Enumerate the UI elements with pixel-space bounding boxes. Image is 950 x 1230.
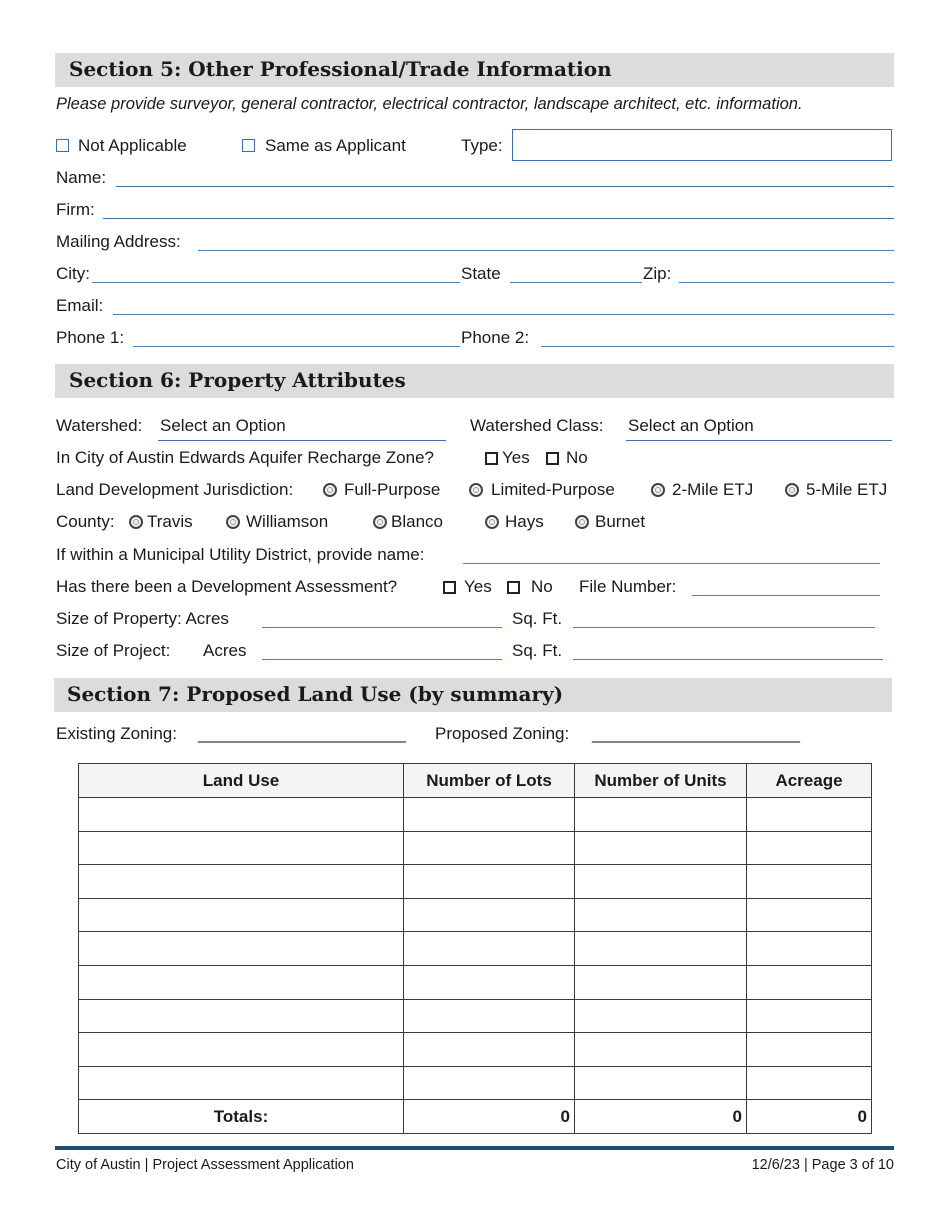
land-use-cell[interactable] bbox=[79, 932, 404, 966]
table-row bbox=[79, 932, 872, 966]
assessment-yes-label: Yes bbox=[464, 577, 492, 596]
watershed-class-label: Watershed Class: bbox=[470, 416, 604, 435]
zip-label: Zip: bbox=[643, 264, 672, 283]
lots-cell[interactable] bbox=[404, 898, 575, 932]
watershed-select-value: Select an Option bbox=[160, 416, 286, 435]
county-burnet-radio[interactable] bbox=[575, 515, 589, 529]
section-5-instruction: Please provide surveyor, general contractor, electrical contractor, landscape architect, etc. information. bbox=[56, 95, 803, 113]
section-7-header bbox=[54, 678, 892, 712]
table-row bbox=[79, 865, 872, 899]
acreage-cell[interactable] bbox=[747, 831, 872, 865]
phone-2-label: Phone 2: bbox=[461, 328, 530, 347]
email-label: Email: bbox=[56, 296, 104, 315]
jurisdiction-5-mile-etj-label: 5-Mile ETJ bbox=[806, 480, 888, 499]
land-use-cell[interactable] bbox=[79, 865, 404, 899]
units-cell[interactable] bbox=[575, 1066, 747, 1100]
aquifer-yes-label: Yes bbox=[502, 448, 530, 467]
table-row bbox=[79, 965, 872, 999]
total-acreage: 0 bbox=[747, 1100, 872, 1134]
units-cell[interactable] bbox=[575, 999, 747, 1033]
mud-label: If within a Municipal Utility District, provide name: bbox=[56, 545, 425, 564]
footer-rule bbox=[55, 1146, 894, 1150]
name-field[interactable] bbox=[116, 186, 894, 187]
firm-field[interactable] bbox=[103, 218, 894, 219]
land-use-header: Land Use bbox=[79, 764, 404, 798]
project-sqft-field[interactable] bbox=[573, 659, 883, 660]
section-5-title: Section 5: Other Professional/Trade Information bbox=[69, 57, 612, 81]
lots-cell[interactable] bbox=[404, 1033, 575, 1067]
table-row bbox=[79, 898, 872, 932]
watershed-select[interactable] bbox=[158, 413, 446, 441]
not-applicable-label: Not Applicable bbox=[78, 136, 187, 155]
county-blanco-radio[interactable] bbox=[373, 515, 387, 529]
email-field[interactable] bbox=[113, 314, 894, 315]
jurisdiction-limited-purpose-label: Limited-Purpose bbox=[491, 480, 615, 499]
city-label: City: bbox=[56, 264, 90, 283]
assessment-no-label: No bbox=[531, 577, 553, 596]
acreage-cell[interactable] bbox=[747, 1033, 872, 1067]
not-applicable-checkbox[interactable] bbox=[56, 139, 69, 152]
land-use-cell[interactable] bbox=[79, 831, 404, 865]
property-sqft-field[interactable] bbox=[573, 627, 875, 628]
zip-field[interactable] bbox=[679, 282, 894, 283]
proposed-zoning-field[interactable]: ______________________ bbox=[592, 724, 801, 743]
county-williamson-label: Williamson bbox=[246, 512, 329, 531]
totals-row bbox=[79, 1100, 872, 1134]
units-cell[interactable] bbox=[575, 932, 747, 966]
lots-cell[interactable] bbox=[404, 999, 575, 1033]
county-hays-radio[interactable] bbox=[485, 515, 499, 529]
same-as-applicant-checkbox[interactable] bbox=[242, 139, 255, 152]
land-use-cell[interactable] bbox=[79, 965, 404, 999]
land-use-cell[interactable] bbox=[79, 999, 404, 1033]
aquifer-question: In City of Austin Edwards Aquifer Recharge Zone? bbox=[56, 448, 434, 467]
existing-zoning-label: Existing Zoning: bbox=[56, 724, 177, 743]
file-number-label: File Number: bbox=[579, 577, 677, 596]
property-acres-field[interactable] bbox=[262, 627, 502, 628]
property-sqft-label: Sq. Ft. bbox=[512, 609, 563, 628]
section-7-title: Section 7: Proposed Land Use (by summary) bbox=[67, 682, 564, 706]
proposed-zoning-label: Proposed Zoning: bbox=[435, 724, 570, 743]
watershed-class-select[interactable] bbox=[626, 413, 892, 441]
acreage-cell[interactable] bbox=[747, 898, 872, 932]
state-field[interactable] bbox=[510, 282, 642, 283]
land-use-cell[interactable] bbox=[79, 1066, 404, 1100]
watershed-class-select-value: Select an Option bbox=[628, 416, 754, 435]
mailing-address-field[interactable] bbox=[198, 250, 894, 251]
units-cell[interactable] bbox=[575, 898, 747, 932]
footer-right: 12/6/23 | Page 3 of 10 bbox=[751, 1157, 894, 1173]
units-cell[interactable] bbox=[575, 965, 747, 999]
jurisdiction-2-mile-etj-radio[interactable] bbox=[651, 483, 665, 497]
totals-label: Totals: bbox=[79, 1100, 404, 1134]
city-field[interactable] bbox=[92, 282, 460, 283]
aquifer-no-label: No bbox=[566, 448, 588, 467]
jurisdiction-limited-purpose-radio[interactable] bbox=[469, 483, 483, 497]
type-input[interactable] bbox=[512, 129, 892, 161]
county-hays-label: Hays bbox=[505, 512, 544, 531]
county-travis-label: Travis bbox=[147, 512, 193, 531]
section-6-header bbox=[55, 364, 894, 398]
acreage-cell[interactable] bbox=[747, 798, 872, 832]
table-row bbox=[79, 831, 872, 865]
table-row bbox=[79, 798, 872, 832]
units-cell[interactable] bbox=[575, 798, 747, 832]
total-units: 0 bbox=[575, 1100, 747, 1134]
acreage-header: Acreage bbox=[747, 764, 872, 798]
jurisdiction-full-purpose-label: Full-Purpose bbox=[344, 480, 441, 499]
assessment-no-checkbox[interactable] bbox=[507, 581, 520, 594]
table-header-row bbox=[79, 764, 872, 798]
lots-cell[interactable] bbox=[404, 831, 575, 865]
table-row bbox=[79, 1033, 872, 1067]
aquifer-yes-checkbox[interactable] bbox=[485, 452, 498, 465]
lots-cell[interactable] bbox=[404, 798, 575, 832]
project-acres-label: Acres bbox=[203, 641, 247, 660]
size-of-property-label: Size of Property: Acres bbox=[56, 609, 229, 628]
phone-1-field[interactable] bbox=[133, 346, 460, 347]
phone-1-label: Phone 1: bbox=[56, 328, 125, 347]
section-6-title: Section 6: Property Attributes bbox=[69, 368, 406, 392]
table-row bbox=[79, 1066, 872, 1100]
assessment-yes-checkbox[interactable] bbox=[443, 581, 456, 594]
county-label: County: bbox=[56, 512, 115, 531]
project-sqft-label: Sq. Ft. bbox=[512, 641, 563, 660]
county-blanco-label: Blanco bbox=[391, 512, 443, 531]
total-lots: 0 bbox=[404, 1100, 575, 1134]
land-use-cell[interactable] bbox=[79, 1033, 404, 1067]
number-of-units-header: Number of Units bbox=[575, 764, 747, 798]
acreage-cell[interactable] bbox=[747, 1066, 872, 1100]
existing-zoning-field[interactable]: ______________________ bbox=[198, 724, 407, 743]
units-cell[interactable] bbox=[575, 831, 747, 865]
units-cell[interactable] bbox=[575, 865, 747, 899]
watershed-label: Watershed: bbox=[56, 416, 143, 435]
jurisdiction-full-purpose-radio[interactable] bbox=[323, 483, 337, 497]
mailing-address-label: Mailing Address: bbox=[56, 232, 181, 251]
acreage-cell[interactable] bbox=[747, 865, 872, 899]
lots-cell[interactable] bbox=[404, 965, 575, 999]
table-row bbox=[79, 999, 872, 1033]
acreage-cell[interactable] bbox=[747, 965, 872, 999]
county-williamson-radio[interactable] bbox=[226, 515, 240, 529]
lots-cell[interactable] bbox=[404, 1066, 575, 1100]
name-label: Name: bbox=[56, 168, 107, 187]
land-use-cell[interactable] bbox=[79, 798, 404, 832]
jurisdiction-5-mile-etj-radio[interactable] bbox=[785, 483, 799, 497]
size-of-project-label: Size of Project: bbox=[56, 641, 171, 660]
units-cell[interactable] bbox=[575, 1033, 747, 1067]
state-label: State bbox=[461, 264, 501, 283]
land-use-cell[interactable] bbox=[79, 898, 404, 932]
acreage-cell[interactable] bbox=[747, 932, 872, 966]
type-label: Type: bbox=[461, 136, 503, 155]
acreage-cell[interactable] bbox=[747, 999, 872, 1033]
assessment-question: Has there been a Development Assessment? bbox=[56, 577, 398, 596]
aquifer-no-checkbox[interactable] bbox=[546, 452, 559, 465]
file-number-field[interactable] bbox=[692, 595, 880, 596]
land-use-table bbox=[78, 763, 872, 1134]
county-travis-radio[interactable] bbox=[129, 515, 143, 529]
jurisdiction-label: Land Development Jurisdiction: bbox=[56, 480, 294, 499]
jurisdiction-2-mile-etj-label: 2-Mile ETJ bbox=[672, 480, 754, 499]
footer-left: City of Austin | Project Assessment Application bbox=[56, 1157, 354, 1173]
lots-cell[interactable] bbox=[404, 865, 575, 899]
same-as-applicant-label: Same as Applicant bbox=[265, 136, 406, 155]
firm-label: Firm: bbox=[56, 200, 95, 219]
number-of-lots-header: Number of Lots bbox=[404, 764, 575, 798]
section-5-header bbox=[55, 53, 894, 87]
phone-2-field[interactable] bbox=[541, 346, 894, 347]
lots-cell[interactable] bbox=[404, 932, 575, 966]
county-burnet-label: Burnet bbox=[595, 512, 646, 531]
project-acres-field[interactable] bbox=[262, 659, 502, 660]
mud-name-field[interactable] bbox=[463, 563, 880, 564]
